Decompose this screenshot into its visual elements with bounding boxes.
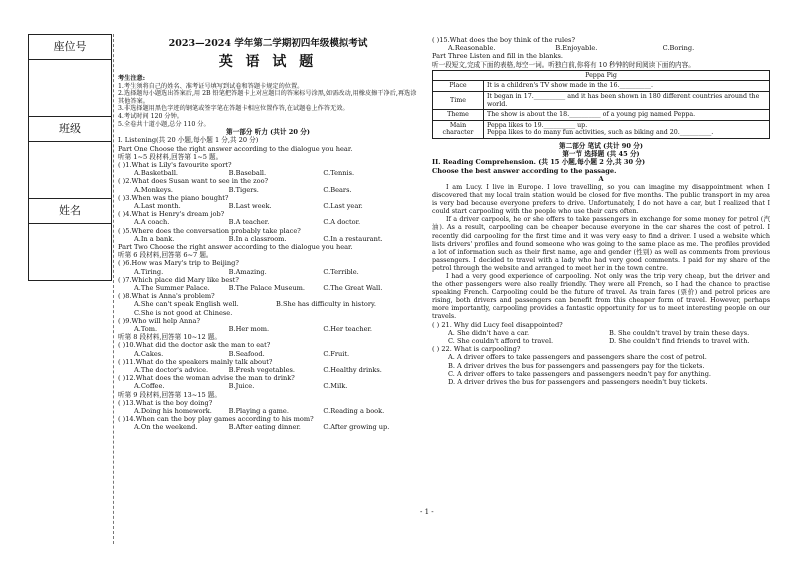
part-three-instruction-cn: 听一段短文,完成下面的表格,每空一词。听独白前,你将有 10 秒钟的时间阅读下面的内容。	[432, 60, 695, 69]
option[interactable]: A.The Summer Palace.	[134, 284, 210, 293]
option[interactable]: C.Terrible.	[323, 267, 359, 276]
options-8	[118, 300, 418, 308]
option[interactable]: B.A teacher.	[228, 218, 270, 227]
options-3	[118, 202, 418, 210]
option[interactable]: C. She couldn't afford to travel.	[448, 336, 554, 345]
question-9: ( )9.Who will help Anna?	[118, 316, 200, 325]
option[interactable]: B.Seafood.	[228, 349, 265, 358]
option[interactable]: C. A driver offers to take passengers and passengers needn't pay for anything.	[448, 369, 712, 378]
options-11	[118, 366, 418, 374]
table-row	[433, 81, 770, 92]
passage-paragraph: If a driver carpools, he or she offers to take passengers in exchange for some money for petrol (汽油). As a result, carpooling can be cheaper because everyone in the car shares the cost of petrol. I recently did carpooling for the first time and it was very easy to find a driver. I used a website which lists drivers' profiles and found someone who was going to the same place as me. The profiles provided a lot of information such as their first name, age and gender (性别) as well as comments from previous passengers. I decided to travel with a lady who had very good comments. I paid for my share of the petrol through the website and arranged to meet her in the town centre.	[432, 215, 770, 272]
option[interactable]: C.Healthy drinks.	[323, 366, 382, 375]
option[interactable]: A.Cakes.	[134, 349, 164, 358]
part-two-instruction: Part Two Choose the right answer according to the dialogue you hear.	[118, 243, 353, 251]
options-10	[118, 350, 418, 358]
group-instruction: 听第 1~5 段材料,回答第 1~5 题。	[118, 152, 223, 161]
options-13	[118, 407, 418, 415]
table-row	[433, 92, 770, 110]
option[interactable]: C.Boring.	[662, 44, 695, 53]
exam-title: 2023—2024 学年第二学期初四年级模拟考试	[168, 38, 368, 49]
option[interactable]: C.A doctor.	[323, 218, 361, 227]
option[interactable]: B.Fresh vegetables.	[228, 366, 296, 375]
passage-paragraph: I had a very good experience of carpooling. Not only was the trip very cheap, but the driver and the other passengers were also really friendly. They were all French, so I had the chance to practise speaking French. Carpooling could be the future of travel. As train fares (票价) and petrol prices are rising, both drivers and passengers can benefit from this cheaper form of travel. However, perhaps more importantly, carpooling provides a fantastic opportunity for us to meet interesting people on our travels.	[432, 272, 770, 321]
question-6: ( )6.How was Mary's trip to Beijing?	[118, 259, 239, 268]
options-14	[118, 423, 418, 431]
question-10: ( )10.What did the doctor ask the man to eat?	[118, 341, 271, 350]
part-one-instruction: Part One Choose the right answer according to the dialogue you hear.	[118, 144, 353, 153]
class-label: 班级	[29, 117, 111, 142]
option[interactable]: C.She is not good at Chinese.	[134, 308, 233, 317]
note-item: 3.非选择题用黑色字迹的钢笔或签字笔在答题卡相应位置作答,在试题卷上作答无效。	[118, 105, 349, 113]
group-instruction: 听第 8 段材料,回答第 10~12 题。	[118, 333, 221, 342]
option[interactable]: A.Doing his homework.	[134, 407, 212, 416]
note-item: 4.考试时间 120 分钟。	[118, 112, 183, 120]
row-key: Time	[433, 92, 484, 110]
table-row	[433, 110, 770, 121]
option[interactable]: B.Amazing.	[228, 267, 267, 276]
student-info-box	[28, 34, 112, 281]
option[interactable]: B.She has difficulty in history.	[276, 300, 376, 309]
option[interactable]: A.Last month.	[134, 201, 181, 210]
option[interactable]: B.Her mom.	[228, 325, 270, 334]
question-21: ( ) 21. Why did Lucy feel disappointed?	[432, 320, 563, 329]
options-9	[118, 325, 418, 333]
right-column	[432, 36, 770, 386]
part2-heading: 第二部分 笔试 (共计 90 分)	[559, 141, 643, 150]
peppa-pig-table	[432, 70, 770, 139]
row-value[interactable]: It is a children's TV show made in the 16.__________.	[484, 81, 770, 92]
row-value[interactable]: The show is about the 18.__________ of a young pig named Peppa.	[484, 110, 770, 121]
page-number: - 1 -	[420, 508, 434, 516]
options-4	[118, 218, 418, 226]
table-row	[433, 120, 770, 138]
option[interactable]: B.The Palace Museum.	[228, 284, 305, 293]
binding-cut-line	[113, 34, 114, 544]
question-12: ( )12.What does the woman advise the man to drink?	[118, 374, 295, 383]
option[interactable]: A. A driver offers to take passengers and passengers share the cost of petrol.	[448, 353, 707, 362]
option[interactable]: B.Juice.	[228, 382, 255, 391]
note-item: 1.考生须将自己的姓名、准考证号填写到试卷和答题卡规定的位置。	[118, 82, 304, 90]
options-22	[432, 353, 770, 386]
option[interactable]: C.After growing up.	[323, 423, 390, 432]
question-15: ( )15.What does the boy think of the rules?	[432, 36, 575, 44]
options-1	[118, 169, 418, 177]
option[interactable]: A.Tom.	[134, 325, 158, 334]
option[interactable]: B.Playing a game.	[228, 407, 289, 416]
reading-heading: II. Reading Comprehension. (共 15 小题,每小题 2 分,共 30 分)	[432, 158, 646, 167]
option[interactable]: C.Reading a book.	[323, 407, 385, 416]
question-1: ( )1.What is Lily's favourite sport?	[118, 160, 232, 169]
row-key: Theme	[433, 110, 484, 121]
option[interactable]: C.Milk.	[323, 382, 348, 391]
row-value[interactable]: It began in 17.__________ and it has been shown in 180 different countries around the world.	[484, 92, 770, 110]
options-8c	[118, 309, 418, 317]
option[interactable]: C.The Great Wall.	[323, 284, 383, 293]
class-field[interactable]	[29, 142, 111, 199]
option[interactable]: C.Bears.	[323, 185, 352, 194]
option[interactable]: B.Tigers.	[228, 185, 259, 194]
option[interactable]: A.She can't speak English well.	[134, 300, 239, 309]
option[interactable]: C.Tennis.	[323, 169, 355, 178]
options-21	[432, 329, 770, 337]
options-2	[118, 186, 418, 194]
reading-instruction: Choose the best answer according to the passage.	[432, 166, 617, 175]
row-key: Place	[433, 81, 484, 92]
option[interactable]: B.After eating dinner.	[228, 423, 301, 432]
option[interactable]: B.Enjoyable.	[555, 44, 598, 53]
option[interactable]: B. She couldn't travel by train these days.	[609, 328, 750, 337]
question-13: ( )13.What is the boy doing?	[118, 398, 213, 407]
left-column	[118, 36, 418, 432]
question-5: ( )5.Where does the conversation probably take place?	[118, 226, 301, 235]
option[interactable]: D. She couldn't find friends to travel with.	[609, 336, 750, 345]
name-label: 姓名	[29, 199, 111, 224]
subject-title: 英 语 试 题	[218, 54, 318, 70]
exam-notes	[118, 75, 418, 128]
option[interactable]: B.In a classroom.	[228, 234, 287, 243]
option[interactable]: A. She didn't have a car.	[448, 328, 530, 337]
option[interactable]: C.In a restaurant.	[323, 234, 383, 243]
question-3: ( )3.When was the piano bought?	[118, 193, 229, 202]
question-7: ( )7.Which place did Mary like best?	[118, 275, 239, 284]
option[interactable]: B.Baseball.	[228, 169, 267, 178]
option[interactable]: A.A coach.	[134, 218, 170, 227]
option[interactable]: B.Last week.	[228, 201, 272, 210]
notes-heading: 考生注意:	[118, 75, 146, 82]
part-three-instruction: Part Three Listen and fill in the blanks.	[432, 52, 563, 61]
option[interactable]: D. A driver drives the bus for passengers and passengers needn't buy tickets.	[448, 378, 708, 386]
row-value[interactable]: Peppa likes to 19.__________ up. Peppa likes to do many fun activities, such as biking and 20.__________.	[484, 120, 770, 138]
note-item: 2.选择题每小题选出答案后,用 2B 铅笔把答题卡上对应题目的答案标号涂黑,如需改动,用橡皮擦干净后,再选涂其他答案。	[118, 90, 417, 105]
section-heading: 第一节 选择题 (共 45 分)	[562, 150, 640, 159]
options-6	[118, 268, 418, 276]
row-key: Main character	[433, 120, 484, 138]
part1-heading: 第一部分 听力 (共计 20 分)	[226, 128, 310, 137]
options-7	[118, 284, 418, 292]
options-12	[118, 382, 418, 390]
question-11: ( )11.What do the speakers mainly talk about?	[118, 357, 273, 366]
option[interactable]: A.Monkeys.	[134, 185, 173, 194]
question-4: ( )4.What is Henry's dream job?	[118, 210, 225, 219]
note-item: 5.全卷共十道小题,总分 110 分。	[118, 120, 210, 128]
option[interactable]: B. A driver drives the bus for passengers and passengers pay for the tickets.	[448, 361, 705, 370]
seat-number-label: 座位号	[29, 35, 111, 60]
passage-label: A	[598, 174, 604, 183]
question-2: ( )2.What does Susan want to see in the zoo?	[118, 177, 269, 186]
option[interactable]: A.In a bank.	[134, 234, 175, 243]
question-14: ( )14.When can the boy play games according to his mom?	[118, 415, 314, 424]
option[interactable]: A.Coffee.	[134, 382, 165, 391]
listening-subheading: I. Listening(共 20 小题,每小题 1 分,共 20 分)	[118, 136, 259, 145]
group-instruction: 听第 6 段材料,回答第 6~7 题。	[118, 251, 213, 260]
name-field[interactable]	[29, 224, 111, 280]
option[interactable]: C.Fruit.	[323, 349, 350, 358]
option[interactable]: A.The doctor's advice.	[134, 366, 209, 375]
options-5	[118, 235, 418, 243]
option[interactable]: A.Tiring.	[134, 267, 164, 276]
option[interactable]: A.On the weekend.	[134, 423, 198, 432]
passage-paragraph: I am Lucy. I live in Europe. I love travelling, so you can imagine my disappointment when I discovered that my local train station would be closed for five months. The public transport in my area is very bad because everyone prefers to drive. Unfortunately, I do not have a car, but I realized that I could start carpooling with the people who use their cars often.	[432, 182, 770, 216]
option[interactable]: A.Basketball.	[134, 169, 179, 178]
option[interactable]: C.Her teacher.	[323, 325, 372, 334]
question-8: ( )8.What is Anna's problem?	[118, 292, 215, 301]
table-title: Peppa Pig	[433, 70, 770, 81]
seat-number-field[interactable]	[29, 60, 111, 117]
group-instruction: 听第 9 段材料,回答第 13~15 题。	[118, 390, 221, 399]
option[interactable]: A.Reasonable.	[448, 44, 496, 53]
options-15	[432, 44, 770, 52]
question-22: ( ) 22. What is carpooling?	[432, 345, 521, 354]
option[interactable]: C.Last year.	[323, 201, 363, 210]
options-21b	[432, 337, 770, 345]
